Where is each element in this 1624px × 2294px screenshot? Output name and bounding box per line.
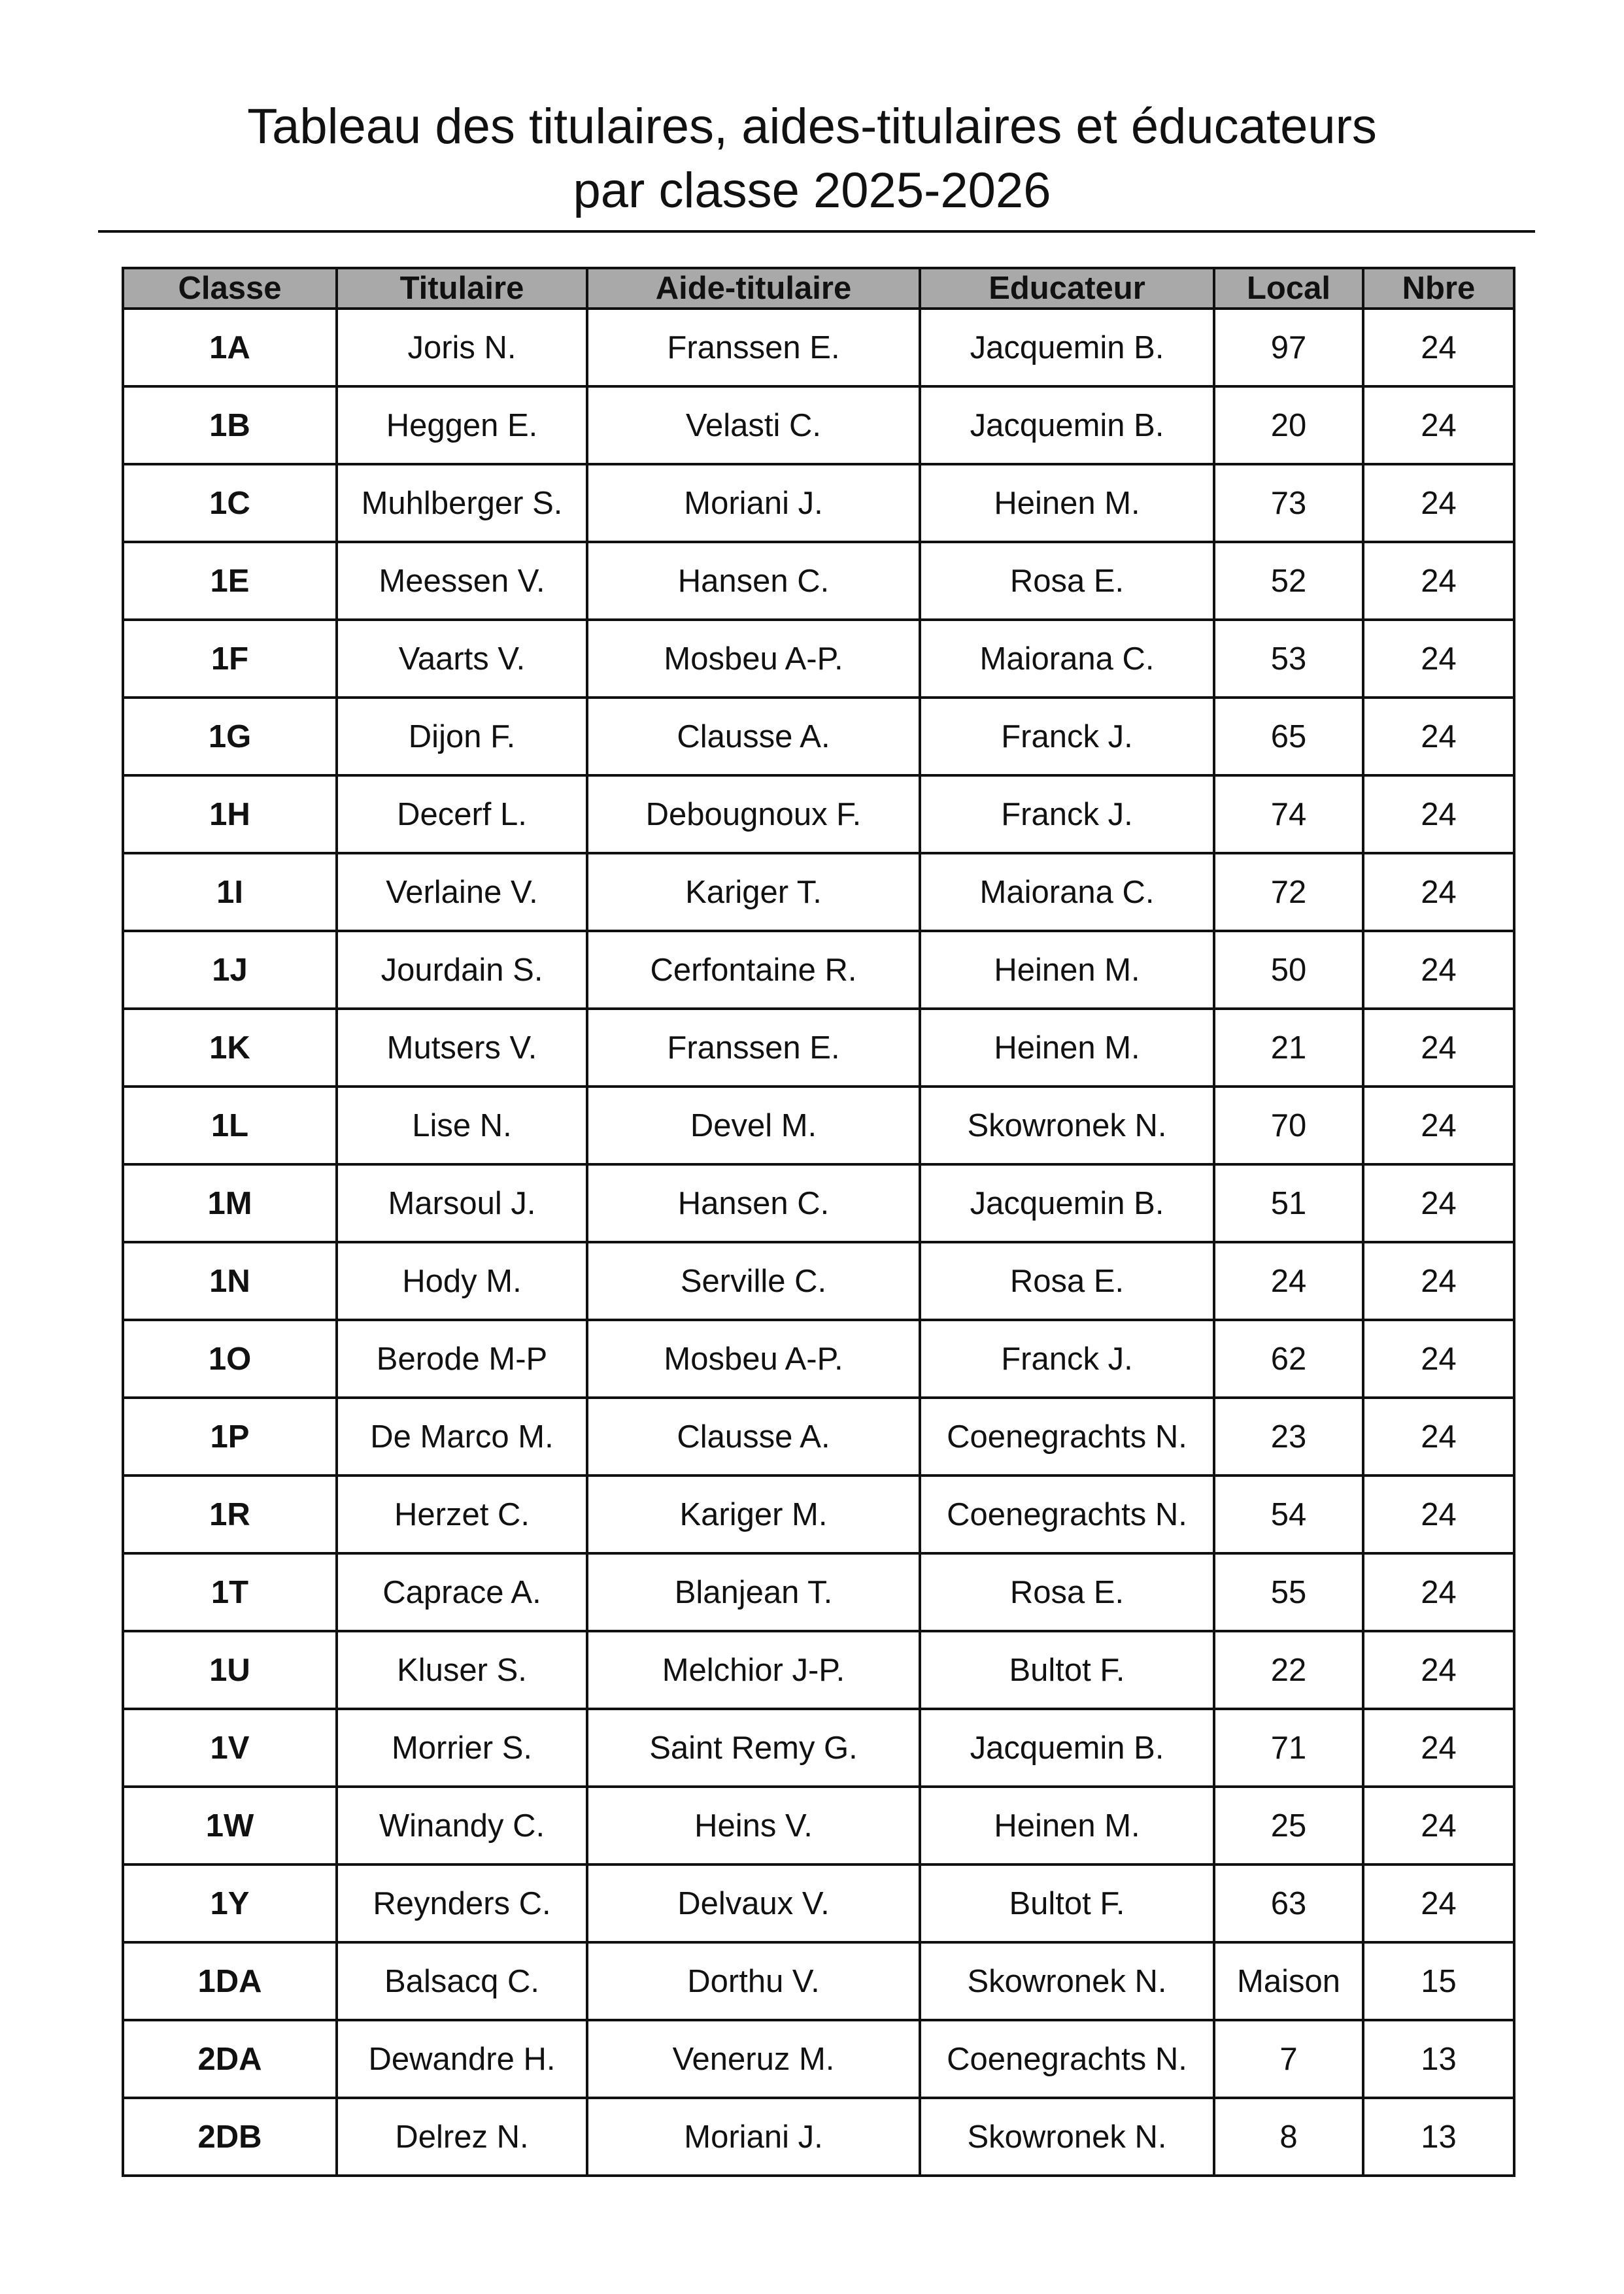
table-row <box>123 1320 1514 1398</box>
cell-local: 51 <box>1214 1164 1363 1242</box>
cell-titulaire: Dewandre H. <box>337 2020 587 2098</box>
cell-educateur: Franck J. <box>920 698 1214 775</box>
table-row <box>123 1942 1514 2020</box>
cell-classe: 1U <box>123 1631 337 1709</box>
cell-local: 24 <box>1214 1242 1363 1320</box>
cell-educateur: Heinen M. <box>920 1787 1214 1864</box>
cell-educateur: Coenegrachts N. <box>920 1476 1214 1553</box>
cell-classe: 2DA <box>123 2020 337 2098</box>
cell-aide-titulaire: Serville C. <box>587 1242 920 1320</box>
table-row <box>123 1864 1514 1942</box>
cell-classe: 2DB <box>123 2098 337 2176</box>
cell-aide-titulaire: Clausse A. <box>587 1398 920 1476</box>
table-header <box>123 268 1514 309</box>
cell-classe: 1H <box>123 775 337 853</box>
cell-local: 73 <box>1214 464 1363 542</box>
cell-local: 71 <box>1214 1709 1363 1787</box>
cell-nbre: 24 <box>1363 386 1514 464</box>
cell-local: 20 <box>1214 386 1363 464</box>
cell-educateur: Jacquemin B. <box>920 386 1214 464</box>
cell-nbre: 24 <box>1363 1242 1514 1320</box>
cell-aide-titulaire: Delvaux V. <box>587 1864 920 1942</box>
cell-nbre: 13 <box>1363 2020 1514 2098</box>
cell-classe: 1E <box>123 542 337 620</box>
cell-nbre: 24 <box>1363 698 1514 775</box>
cell-classe: 1L <box>123 1087 337 1164</box>
page-title <box>0 95 1624 223</box>
cell-titulaire: Hody M. <box>337 1242 587 1320</box>
cell-titulaire: Lise N. <box>337 1087 587 1164</box>
cell-titulaire: Dijon F. <box>337 698 587 775</box>
cell-classe: 1B <box>123 386 337 464</box>
table-row <box>123 1009 1514 1087</box>
page-title-line-1: Tableau des titulaires, aides-titulaires et éducateurs <box>247 99 1377 154</box>
cell-nbre: 24 <box>1363 1009 1514 1087</box>
header-educateur: Educateur <box>920 268 1214 309</box>
cell-local: 50 <box>1214 931 1363 1009</box>
header-nbre: Nbre <box>1363 268 1514 309</box>
table-row <box>123 1787 1514 1864</box>
cell-titulaire: Winandy C. <box>337 1787 587 1864</box>
cell-classe: 1DA <box>123 1942 337 2020</box>
cell-local: 21 <box>1214 1009 1363 1087</box>
cell-classe: 1N <box>123 1242 337 1320</box>
cell-educateur: Franck J. <box>920 1320 1214 1398</box>
cell-local: 63 <box>1214 1864 1363 1942</box>
title-divider <box>98 230 1535 233</box>
cell-aide-titulaire: Hansen C. <box>587 1164 920 1242</box>
table-row <box>123 1476 1514 1553</box>
cell-nbre: 24 <box>1363 931 1514 1009</box>
cell-nbre: 24 <box>1363 1476 1514 1553</box>
table-row <box>123 542 1514 620</box>
cell-local: 72 <box>1214 853 1363 931</box>
cell-aide-titulaire: Dorthu V. <box>587 1942 920 2020</box>
cell-classe: 1F <box>123 620 337 698</box>
header-classe: Classe <box>123 268 337 309</box>
cell-nbre: 24 <box>1363 542 1514 620</box>
cell-titulaire: Jourdain S. <box>337 931 587 1009</box>
cell-aide-titulaire: Franssen E. <box>587 1009 920 1087</box>
cell-nbre: 24 <box>1363 1864 1514 1942</box>
cell-local: 74 <box>1214 775 1363 853</box>
cell-local: 22 <box>1214 1631 1363 1709</box>
header-row <box>123 268 1514 309</box>
cell-aide-titulaire: Blanjean T. <box>587 1553 920 1631</box>
cell-aide-titulaire: Velasti C. <box>587 386 920 464</box>
cell-classe: 1V <box>123 1709 337 1787</box>
cell-educateur: Jacquemin B. <box>920 309 1214 386</box>
page-title-line-2: par classe 2025-2026 <box>573 163 1051 218</box>
cell-nbre: 24 <box>1363 1087 1514 1164</box>
cell-local: 8 <box>1214 2098 1363 2176</box>
table-row <box>123 931 1514 1009</box>
cell-educateur: Franck J. <box>920 775 1214 853</box>
cell-educateur: Jacquemin B. <box>920 1709 1214 1787</box>
cell-titulaire: Berode M-P <box>337 1320 587 1398</box>
table-row <box>123 1164 1514 1242</box>
cell-classe: 1J <box>123 931 337 1009</box>
cell-titulaire: Marsoul J. <box>337 1164 587 1242</box>
cell-educateur: Maiorana C. <box>920 620 1214 698</box>
cell-titulaire: Verlaine V. <box>337 853 587 931</box>
table-row <box>123 698 1514 775</box>
cell-classe: 1Y <box>123 1864 337 1942</box>
table-row <box>123 464 1514 542</box>
cell-titulaire: Mutsers V. <box>337 1009 587 1087</box>
cell-educateur: Coenegrachts N. <box>920 1398 1214 1476</box>
cell-educateur: Heinen M. <box>920 931 1214 1009</box>
cell-local: 52 <box>1214 542 1363 620</box>
cell-classe: 1K <box>123 1009 337 1087</box>
cell-educateur: Coenegrachts N. <box>920 2020 1214 2098</box>
cell-titulaire: Vaarts V. <box>337 620 587 698</box>
header-aide-titulaire: Aide-titulaire <box>587 268 920 309</box>
header-local: Local <box>1214 268 1363 309</box>
cell-educateur: Bultot F. <box>920 1631 1214 1709</box>
table-row <box>123 1398 1514 1476</box>
cell-titulaire: Decerf L. <box>337 775 587 853</box>
cell-local: 70 <box>1214 1087 1363 1164</box>
cell-aide-titulaire: Kariger M. <box>587 1476 920 1553</box>
cell-classe: 1T <box>123 1553 337 1631</box>
cell-titulaire: Caprace A. <box>337 1553 587 1631</box>
table-row <box>123 620 1514 698</box>
table-row <box>123 775 1514 853</box>
cell-aide-titulaire: Debougnoux F. <box>587 775 920 853</box>
cell-classe: 1M <box>123 1164 337 1242</box>
cell-aide-titulaire: Kariger T. <box>587 853 920 931</box>
cell-educateur: Bultot F. <box>920 1864 1214 1942</box>
cell-aide-titulaire: Veneruz M. <box>587 2020 920 2098</box>
cell-aide-titulaire: Clausse A. <box>587 698 920 775</box>
cell-educateur: Rosa E. <box>920 1553 1214 1631</box>
cell-nbre: 13 <box>1363 2098 1514 2176</box>
cell-titulaire: Morrier S. <box>337 1709 587 1787</box>
cell-nbre: 24 <box>1363 853 1514 931</box>
cell-educateur: Skowronek N. <box>920 2098 1214 2176</box>
cell-local: 23 <box>1214 1398 1363 1476</box>
cell-titulaire: Reynders C. <box>337 1864 587 1942</box>
cell-titulaire: De Marco M. <box>337 1398 587 1476</box>
cell-educateur: Jacquemin B. <box>920 1164 1214 1242</box>
cell-titulaire: Heggen E. <box>337 386 587 464</box>
cell-classe: 1W <box>123 1787 337 1864</box>
cell-aide-titulaire: Mosbeu A-P. <box>587 620 920 698</box>
cell-local: 62 <box>1214 1320 1363 1398</box>
cell-nbre: 24 <box>1363 1787 1514 1864</box>
table-row <box>123 853 1514 931</box>
cell-aide-titulaire: Mosbeu A-P. <box>587 1320 920 1398</box>
cell-nbre: 24 <box>1363 1398 1514 1476</box>
cell-local: 55 <box>1214 1553 1363 1631</box>
cell-titulaire: Meessen V. <box>337 542 587 620</box>
cell-nbre: 15 <box>1363 1942 1514 2020</box>
cell-classe: 1R <box>123 1476 337 1553</box>
table-row <box>123 1087 1514 1164</box>
cell-aide-titulaire: Devel M. <box>587 1087 920 1164</box>
cell-aide-titulaire: Hansen C. <box>587 542 920 620</box>
table-row <box>123 309 1514 386</box>
cell-educateur: Heinen M. <box>920 464 1214 542</box>
cell-aide-titulaire: Melchior J-P. <box>587 1631 920 1709</box>
cell-nbre: 24 <box>1363 775 1514 853</box>
cell-aide-titulaire: Moriani J. <box>587 464 920 542</box>
cell-titulaire: Kluser S. <box>337 1631 587 1709</box>
cell-classe: 1I <box>123 853 337 931</box>
cell-titulaire: Herzet C. <box>337 1476 587 1553</box>
cell-classe: 1O <box>123 1320 337 1398</box>
cell-educateur: Skowronek N. <box>920 1087 1214 1164</box>
cell-titulaire: Delrez N. <box>337 2098 587 2176</box>
cell-nbre: 24 <box>1363 464 1514 542</box>
cell-nbre: 24 <box>1363 1709 1514 1787</box>
cell-titulaire: Muhlberger S. <box>337 464 587 542</box>
table-row <box>123 386 1514 464</box>
cell-nbre: 24 <box>1363 309 1514 386</box>
cell-classe: 1C <box>123 464 337 542</box>
cell-nbre: 24 <box>1363 620 1514 698</box>
cell-local: 53 <box>1214 620 1363 698</box>
cell-local: 7 <box>1214 2020 1363 2098</box>
cell-educateur: Rosa E. <box>920 542 1214 620</box>
header-titulaire: Titulaire <box>337 268 587 309</box>
class-roster-table <box>122 267 1515 2177</box>
cell-aide-titulaire: Heins V. <box>587 1787 920 1864</box>
table-row <box>123 1242 1514 1320</box>
cell-titulaire: Joris N. <box>337 309 587 386</box>
cell-aide-titulaire: Moriani J. <box>587 2098 920 2176</box>
cell-classe: 1G <box>123 698 337 775</box>
cell-aide-titulaire: Franssen E. <box>587 309 920 386</box>
table-body <box>123 309 1514 2176</box>
cell-aide-titulaire: Cerfontaine R. <box>587 931 920 1009</box>
table-row <box>123 2098 1514 2176</box>
cell-nbre: 24 <box>1363 1164 1514 1242</box>
cell-nbre: 24 <box>1363 1631 1514 1709</box>
table-row <box>123 1553 1514 1631</box>
cell-educateur: Skowronek N. <box>920 1942 1214 2020</box>
cell-local: 54 <box>1214 1476 1363 1553</box>
cell-titulaire: Balsacq C. <box>337 1942 587 2020</box>
cell-aide-titulaire: Saint Remy G. <box>587 1709 920 1787</box>
cell-nbre: 24 <box>1363 1553 1514 1631</box>
cell-nbre: 24 <box>1363 1320 1514 1398</box>
table-row <box>123 2020 1514 2098</box>
cell-classe: 1A <box>123 309 337 386</box>
cell-local: Maison <box>1214 1942 1363 2020</box>
table-row <box>123 1709 1514 1787</box>
cell-local: 97 <box>1214 309 1363 386</box>
table-row <box>123 1631 1514 1709</box>
cell-educateur: Rosa E. <box>920 1242 1214 1320</box>
cell-classe: 1P <box>123 1398 337 1476</box>
cell-educateur: Maiorana C. <box>920 853 1214 931</box>
cell-local: 25 <box>1214 1787 1363 1864</box>
cell-local: 65 <box>1214 698 1363 775</box>
cell-educateur: Heinen M. <box>920 1009 1214 1087</box>
